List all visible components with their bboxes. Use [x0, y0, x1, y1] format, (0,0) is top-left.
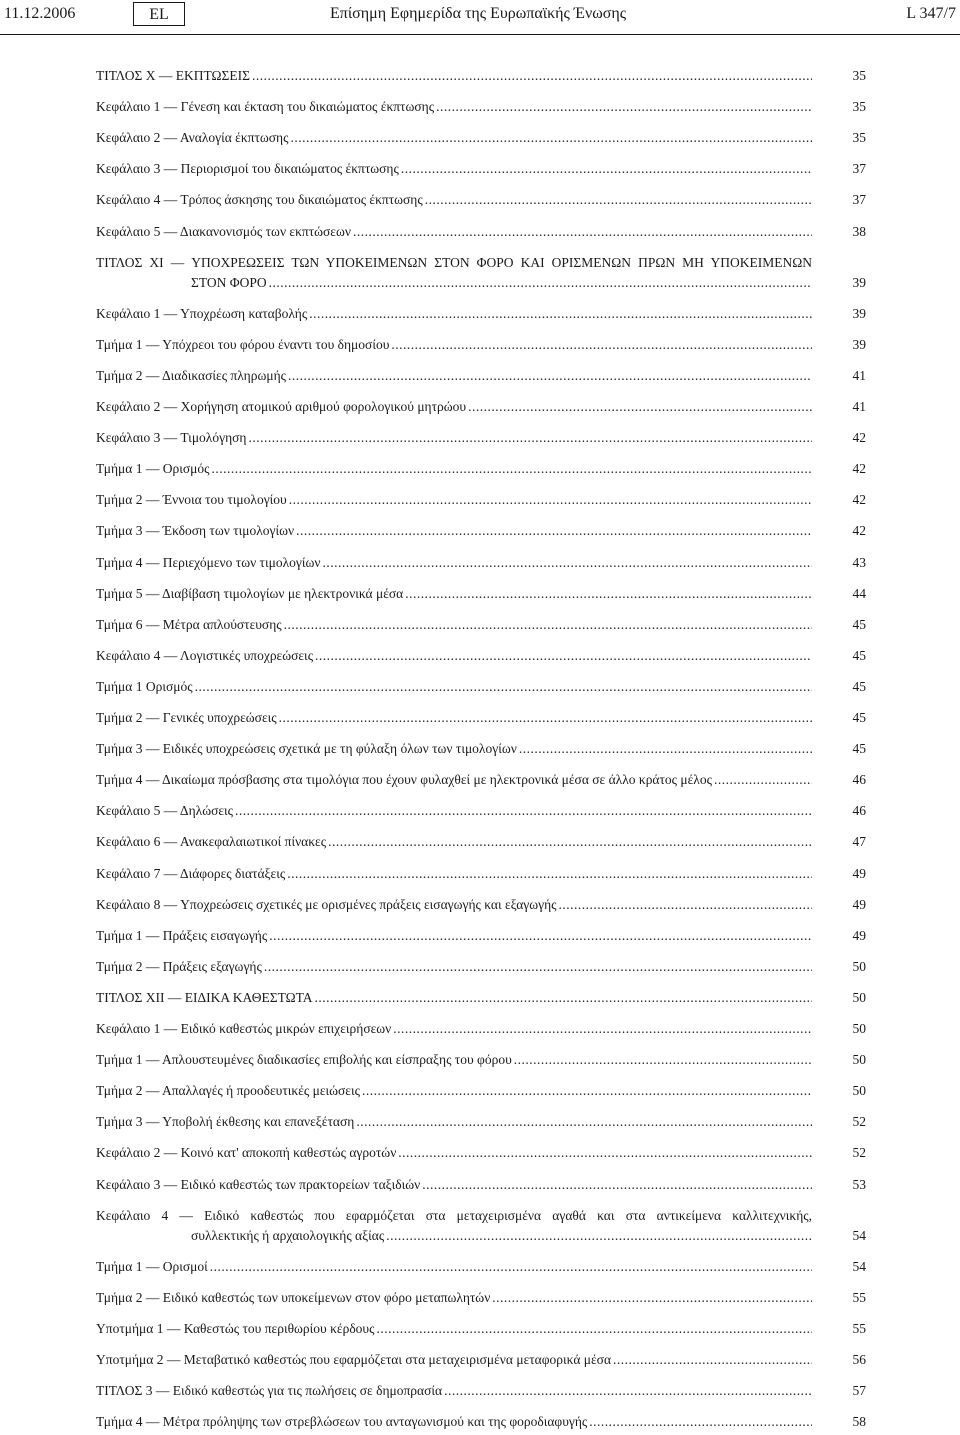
dot-leader [354, 1114, 812, 1130]
toc-page-number: 50 [852, 989, 866, 1005]
toc-page-number: 39 [852, 274, 866, 290]
toc-entry-label: Υποτμήμα 1 — Καθεστώς του περιθωρίου κέρδους [96, 1320, 375, 1336]
toc-entry-text [96, 224, 812, 244]
dot-leader [313, 990, 812, 1006]
dot-leader [420, 1177, 812, 1193]
dot-leader [512, 1052, 812, 1068]
toc-page-number: 54 [852, 1258, 866, 1274]
toc-entry-text [96, 1259, 812, 1279]
toc-page-number: 49 [852, 927, 866, 943]
dot-leader [391, 1021, 812, 1037]
dot-leader [351, 224, 812, 240]
dot-leader [434, 99, 812, 115]
dot-leader [267, 928, 812, 944]
dot-leader [423, 192, 812, 208]
toc-page-number: 53 [852, 1176, 866, 1192]
toc-entry-text [96, 555, 812, 575]
toc-entry-text [96, 1352, 812, 1372]
toc-entry-label: Τμήμα 2 — Απαλλαγές ή προοδευτικές μειώσεις [96, 1083, 360, 1099]
toc-entry-text [96, 99, 812, 119]
toc-entry-label: Κεφάλαιο 3 — Περιορισμοί του δικαιώματος έκπτωσης [96, 161, 399, 177]
toc-page-number: 50 [852, 1021, 866, 1036]
dot-leader [208, 1259, 812, 1275]
toc-page-number: 35 [852, 68, 866, 83]
toc-page-number: 39 [852, 305, 866, 321]
toc-entry-label: ΤΙΤΛΟΣ XI — ΥΠΟΧΡΕΩΣΕΙΣ ΤΩΝ ΥΠΟΚΕΙΜΕΝΩΝ ΣΤΟΝ ΦΟΡΟ ΚΑΙ ΟΡΙΣΜΕΝΩΝ ΠΡΩΝ ΜΗ ΥΠΟΚΕΙΜΕΝΩΝ [96, 254, 812, 270]
dot-leader [282, 617, 812, 633]
toc-entry-text [96, 897, 812, 917]
page-header [0, 0, 960, 32]
dot-leader [286, 368, 812, 384]
toc-page-number: 44 [852, 585, 866, 601]
toc-page-number: 41 [852, 367, 866, 383]
toc-entry-text [96, 772, 812, 792]
publication-date: 11.12.2006 [4, 5, 76, 22]
toc-entry-label: Κεφάλαιο 2 — Κοινό κατ' αποκοπή καθεστώς αγροτών [96, 1145, 397, 1161]
toc-entry-text [96, 1114, 812, 1134]
dot-leader [466, 399, 812, 415]
toc-entry-text [96, 928, 812, 948]
toc-entry-label: Υποτμήμα 2 — Μεταβατικό καθεστώς που εφαρμόζεται στα μεταχειρισμένα μεταφορικά μέσα [96, 1352, 612, 1367]
toc-entry-text [96, 337, 812, 357]
toc-page-number: 45 [852, 616, 866, 632]
dot-leader [287, 492, 812, 508]
toc-page-number: 43 [852, 554, 866, 570]
toc-entry-text [96, 161, 812, 181]
toc-entry-text [96, 648, 812, 668]
toc-entry-label: Κεφάλαιο 1 — Υποχρέωση καταβολής [96, 305, 308, 321]
toc-page-number: 38 [852, 223, 866, 239]
toc-page-number: 37 [852, 161, 866, 177]
toc-entry-text [96, 306, 812, 326]
toc-entry-label: Τμήμα 1 — Απλουστευμένες διαδικασίες επιβολής και είσπραξης του φόρου [96, 1052, 512, 1068]
toc-entry-text [96, 368, 812, 388]
toc-entry-text [96, 461, 812, 481]
toc-entry-label: Τμήμα 5 — Διαβίβαση τιμολογίων με ηλεκτρονικά μέσα [96, 585, 404, 601]
toc-entry-text [96, 1083, 812, 1103]
toc-entry-label: Κεφάλαιο 2 — Χορήγηση ατομικού αριθμού φορολογικού μητρώου [96, 399, 467, 414]
toc-entry-label: Κεφάλαιο 2 — Αναλογία έκπτωσης [96, 130, 289, 146]
toc-entry-text [96, 710, 812, 730]
header-rule [0, 34, 960, 35]
toc-page-number: 58 [852, 1414, 866, 1430]
toc-page-number: 39 [852, 336, 866, 352]
toc-entry-text [96, 1052, 812, 1072]
dot-leader [233, 803, 812, 819]
dot-leader [396, 1145, 812, 1161]
toc-page-number: 52 [852, 1114, 866, 1130]
toc-entry-text [96, 1177, 812, 1197]
toc-entry-text [96, 492, 812, 512]
toc-entry-label: Κεφάλαιο 4 — Ειδικό καθεστώς που εφαρμόζεται στα μεταχειρισμένα αγαθά και στα αντικείμενα καλλιτεχνικής, [96, 1207, 812, 1223]
toc-entry-label: Κεφάλαιο 1 — Ειδικό καθεστώς μικρών επιχειρήσεων [96, 1021, 392, 1036]
dot-leader [587, 1414, 812, 1430]
dot-leader [294, 523, 812, 539]
toc-page-number: 45 [852, 741, 866, 757]
toc-entry-text [96, 866, 812, 886]
toc-page-number: 55 [852, 1289, 866, 1305]
dot-leader [384, 1228, 812, 1244]
toc-entry-label: Κεφάλαιο 5 — Δηλώσεις [96, 803, 234, 819]
toc-entry-label: Τμήμα 4 — Περιεχόμενο των τιμολογίων [96, 554, 321, 570]
dot-leader [517, 741, 812, 757]
toc-page-number: 49 [852, 896, 866, 912]
toc-entry-text [96, 1321, 812, 1341]
dot-leader [374, 1321, 812, 1337]
toc-page-number: 50 [852, 958, 866, 974]
toc-entry-text [96, 1145, 812, 1165]
dot-leader [267, 275, 812, 291]
dot-leader [326, 834, 812, 850]
toc-entry-text [96, 399, 812, 419]
dot-leader [285, 866, 812, 882]
toc-entry-label: Κεφάλαιο 4 — Τρόπος άσκησης του δικαιώματος έκπτωσης [96, 192, 423, 208]
toc-entry-text [96, 1208, 812, 1248]
dot-leader [320, 555, 812, 571]
toc-entry-text [96, 586, 812, 606]
toc-entry-text [96, 741, 812, 761]
toc-entry-text [96, 430, 812, 450]
dot-leader [442, 1383, 812, 1399]
toc-entry-text [96, 617, 812, 637]
dot-leader [389, 337, 812, 353]
toc-entry-label: Κεφάλαιο 1 — Γένεση και έκταση του δικαιώματος έκπτωσης [96, 99, 435, 115]
toc-page-number: 45 [852, 647, 866, 663]
toc-entry-label: Τμήμα 1 — Υπόχρεοι του φόρου έναντι του δημοσίου [96, 336, 390, 352]
toc-page-number: 57 [852, 1383, 866, 1399]
toc-page-number: 46 [852, 803, 866, 819]
dot-leader [250, 68, 812, 84]
toc-entry-label: Τμήμα 3 — Έκδοση των τιμολογίων [96, 523, 295, 539]
toc-page-number: 56 [852, 1352, 866, 1367]
toc-page-number: 42 [852, 523, 866, 539]
toc-page-number: 49 [852, 865, 866, 881]
toc-entry-text [96, 130, 812, 150]
toc-entry-label: Τμήμα 4 — Μέτρα πρόληψης των στρεβλώσεων του ανταγωνισμού και της φοροδιαφυγής [96, 1414, 588, 1430]
toc-entry-label: Κεφάλαιο 5 — Διακανονισμός των εκπτώσεων [96, 223, 351, 239]
toc-entry-label: Τμήμα 3 — Υποβολή έκθεσης και επανεξέταση [96, 1114, 355, 1130]
toc-entry-label: Κεφάλαιο 4 — Λογιστικές υποχρεώσεις [96, 647, 314, 663]
dot-leader [712, 772, 812, 788]
toc-entry-label-continuation: συλλεκτικής ή αρχαιολογικής αξίας [191, 1227, 385, 1243]
toc-entry-text [96, 68, 812, 88]
toc-entry-label: ΤΙΤΛΟΣ XII — ΕΙΔΙΚΑ ΚΑΘΕΣΤΩΤΑ [96, 989, 313, 1005]
dot-leader [556, 897, 812, 913]
toc-entry-text [96, 990, 812, 1010]
toc-entry-text [96, 959, 812, 979]
toc-entry-text [96, 523, 812, 543]
toc-entry-label: Κεφάλαιο 3 — Τιμολόγηση [96, 430, 247, 446]
toc-entry-label: Τμήμα 1 — Ορισμός [96, 461, 210, 477]
dot-leader [246, 430, 812, 446]
toc-page-number: 42 [852, 492, 866, 508]
toc-entry-label: Τμήμα 1 Ορισμός [96, 678, 193, 694]
toc-entry-label-continuation: ΣΤΟΝ ΦΟΡΟ [191, 274, 267, 290]
journal-title: Επίσημη Εφημερίδα της Ευρωπαϊκής Ένωσης [330, 5, 627, 22]
dot-leader [360, 1083, 812, 1099]
toc-page-number: 41 [852, 399, 866, 414]
toc-page-number: 46 [852, 772, 866, 788]
toc-entry-label: Κεφάλαιο 6 — Ανακεφαλαιωτικοί πίνακες [96, 834, 327, 850]
toc-page-number: 37 [852, 192, 866, 208]
toc-entry-text [96, 1021, 812, 1041]
toc-page-number: 52 [852, 1145, 866, 1161]
dot-leader [193, 679, 812, 695]
dot-leader [262, 959, 812, 975]
toc-entry-label: Τμήμα 4 — Δικαίωμα πρόσβασης στα τιμολόγια που έχουν φυλαχθεί με ηλεκτρονικά μέσα σε άλλο κράτος μέλος [96, 772, 712, 788]
toc-page-number: 35 [852, 99, 866, 115]
toc-page-number: 42 [852, 430, 866, 446]
dot-leader [307, 306, 812, 322]
toc-entry-label: ΤΙΤΛΟΣ X — ΕΚΠΤΩΣΕΙΣ [96, 68, 250, 83]
toc-entry-label: Κεφάλαιο 7 — Διάφορες διατάξεις [96, 865, 286, 881]
toc-entry-label: Τμήμα 2 — Γενικές υποχρεώσεις [96, 710, 277, 725]
dot-leader [403, 586, 812, 602]
dot-leader [490, 1290, 812, 1306]
dot-leader [288, 130, 812, 146]
toc-entry-label: Τμήμα 2 — Πράξεις εξαγωγής [96, 958, 262, 974]
toc-entry-label: Τμήμα 1 — Ορισμοί [96, 1258, 208, 1274]
toc-entry-text [96, 1290, 812, 1310]
page-reference: L 347/7 [906, 5, 956, 22]
toc-page-number: 55 [852, 1320, 866, 1336]
toc-entry-label: Τμήμα 2 — Έννοια του τιμολογίου [96, 492, 287, 508]
toc-page-number: 50 [852, 1083, 866, 1099]
toc-entry-label: Τμήμα 2 — Διαδικασίες πληρωμής [96, 367, 286, 383]
toc-page-number: 35 [852, 130, 866, 146]
dot-leader [399, 161, 812, 177]
dot-leader [209, 461, 812, 477]
toc-page-number: 54 [852, 1227, 866, 1243]
toc-entry-text [96, 255, 812, 295]
toc-entry-label: Κεφάλαιο 3 — Ειδικό καθεστώς των πρακτορείων ταξιδιών [96, 1176, 421, 1192]
toc-entry-label: Τμήμα 6 — Μέτρα απλούστευσης [96, 616, 282, 632]
toc-page-number: 42 [852, 461, 866, 477]
toc-entry-text [96, 803, 812, 823]
toc-page-number: 45 [852, 678, 866, 694]
toc-entry-label: Τμήμα 3 — Ειδικές υποχρεώσεις σχετικά με τη φύλαξη όλων των τιμολογίων [96, 741, 517, 757]
toc-page-number: 50 [852, 1052, 866, 1068]
toc-page-number: 47 [852, 834, 866, 850]
toc-entry-text [96, 1414, 812, 1434]
language-badge: EL [133, 2, 185, 26]
toc-entry-text [96, 679, 812, 699]
toc-entry-text [96, 834, 812, 854]
toc-entry-text [96, 192, 812, 212]
toc-entry-label: ΤΙΤΛΟΣ 3 — Ειδικό καθεστώς για τις πωλήσεις σε δημοπρασία [96, 1383, 443, 1399]
toc-entry-label: Τμήμα 2 — Ειδικό καθεστώς των υποκείμενων στον φόρο μεταπωλητών [96, 1289, 491, 1305]
toc-entry-text [96, 1383, 812, 1403]
dot-leader [611, 1352, 812, 1368]
toc-entry-label: Τμήμα 1 — Πράξεις εισαγωγής [96, 927, 268, 943]
toc-entry-label: Κεφάλαιο 8 — Υποχρεώσεις σχετικές με ορισμένες πράξεις εισαγωγής και εξαγωγής [96, 896, 557, 912]
toc-page-number: 45 [852, 710, 866, 725]
dot-leader [313, 648, 812, 664]
dot-leader [277, 710, 812, 726]
